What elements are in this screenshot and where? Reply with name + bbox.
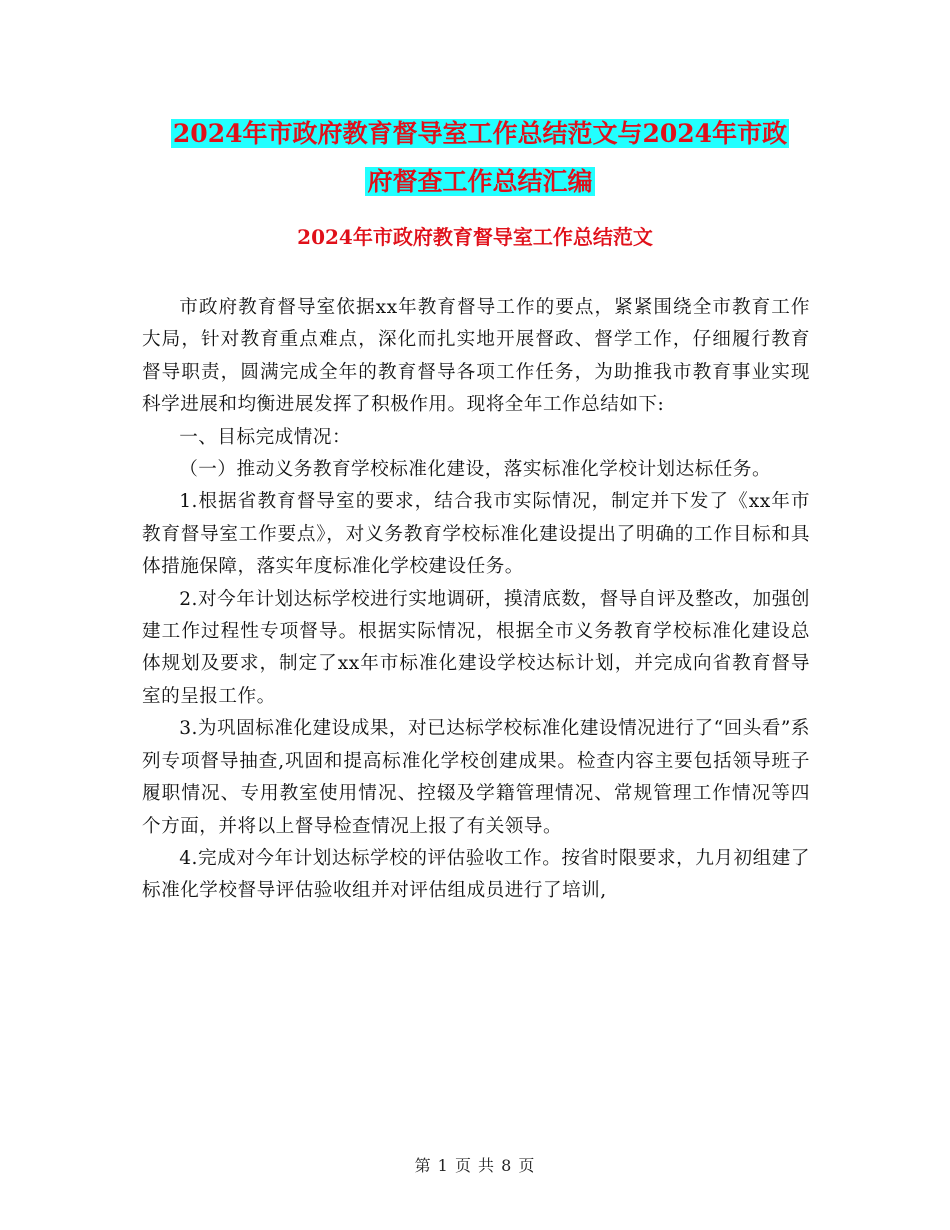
document-title (140, 110, 820, 206)
paragraph-item-3: 3.为巩固标准化建设成果，对已达标学校标准化建设情况进行了“回头看”系列专项督导抽查,巩固和提高标准化学校创建成果。检查内容主要包括领导班子履职情况、专用教室使用情况、控辍及学籍管理情况、常规管理工作情况等四个方面，并将以上督导检查情况上报了有关领导。 (142, 718, 810, 837)
paragraph-subheading-1: （一）推动义务教育学校标准化建设，落实标准化学校计划达标任务。 (179, 459, 772, 481)
paragraph-item-2: 2.对今年计划达标学校进行实地调研，摸清底数，督导自评及整改，加强创建工作过程性专项督导。根据实际情况，根据全市义务教育学校标准化建设总体规划及要求，制定了xx年市标准化建设学校达标计划，并完成向省教育督导室的呈报工作。 (142, 588, 810, 707)
title-line-1: 2024年市政府教育督导室工作总结范文与2024年市政 (172, 119, 788, 148)
document-body (142, 292, 810, 908)
page-number-footer: 第 1 页 共 8 页 (414, 1156, 536, 1175)
title-line-2: 府督查工作总结汇编 (367, 167, 593, 196)
paragraph-item-4: 4.完成对今年计划达标学校的评估验收工作。按省时限要求，九月初组建了标准化学校督导评估验收组并对评估组成员进行了培训, (142, 847, 810, 902)
paragraph-heading-1: 一、目标完成情况： (179, 426, 352, 448)
paragraph-intro: 市政府教育督导室依据xx年教育督导工作的要点，紧紧围绕全市教育工作大局，针对教育重点难点，深化而扎实地开展督政、督学工作，仔细履行教育督导职责，圆满完成全年的教育督导各项工作任务，为助推我市教育事业实现科学进展和均衡进展发挥了积极作用。现将全年工作总结如下: (142, 297, 810, 416)
section-title: 2024年市政府教育督导室工作总结范文 (297, 225, 653, 249)
paragraph-item-1: 1.根据省教育督导室的要求，结合我市实际情况，制定并下发了《xx年市教育督导室工作要点》，对义务教育学校标准化建设提出了明确的工作目标和具体措施保障，落实年度标准化学校建设任务。 (142, 491, 810, 578)
